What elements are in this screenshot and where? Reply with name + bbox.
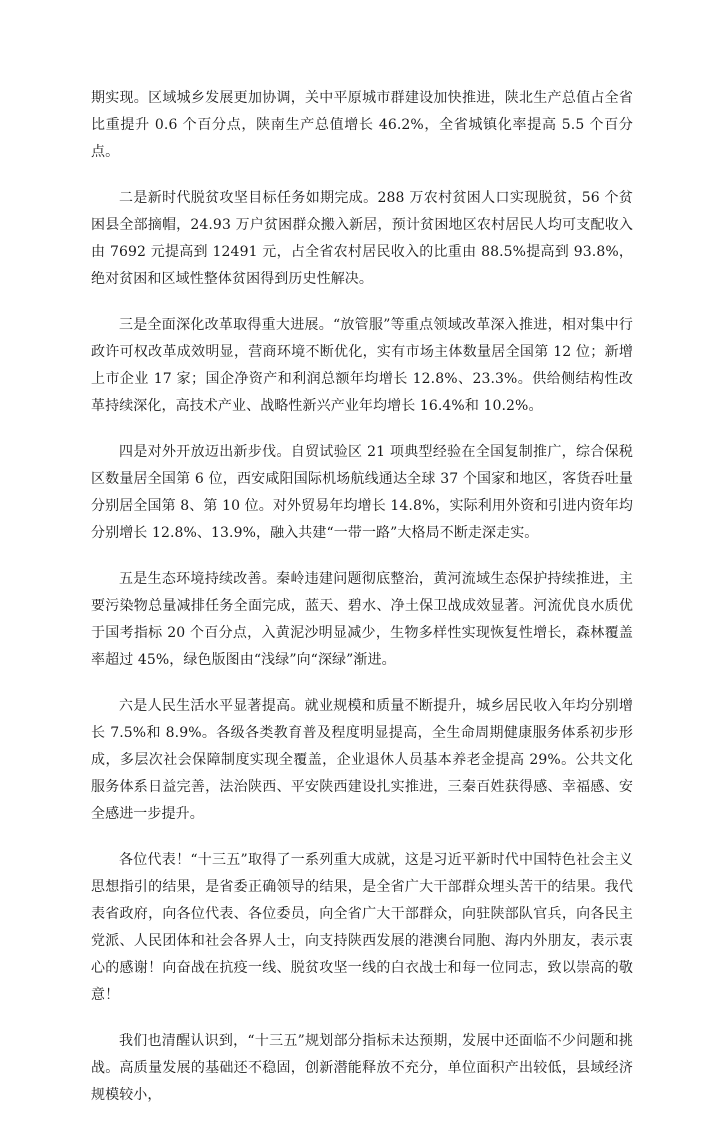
paragraph-continuation: 期实现。区域城乡发展更加协调，关中平原城市群建设加快推进，陕北生产总值占全省比重提升 0.6 个百分点，陕南生产总值增长 46.2%，全省城镇化率提高 5.5 个百分点。 [91, 90, 633, 160]
paragraph-opening-up: 四是对外开放迈出新步伐。自贸试验区 21 项典型经验在全国复制推广，综合保税区数量居全国第 6 位，西安咸阳国际机场航线通达全球 37 个国家和地区，客货吞吐量分别居全国第 8、第 10 位。对外贸易年均增长 14.8%，实际利用外资和引进内资年均分别增长 12.8%、13.9%，融入共建“一带一路”大格局不断走深走实。 [91, 444, 633, 541]
paragraph-reform: 三是全面深化改革取得重大进展。“放管服”等重点领域改革深入推进，相对集中行政许可权改革成效明显，营商环境不断优化，实有市场主体数量居全国第 12 位；新增上市企业 17 家；国企净资产和利润总额年均增长 12.8%、23.3%。供给侧结构性改革持续深化，高技术产业、战略性新兴产业年均增长 16.4%和 10.2%。 [91, 317, 633, 414]
paragraph-living-standards: 六是人民生活水平显著提高。就业规模和质量不断提升，城乡居民收入年均分别增长 7.5%和 8.9%。各级各类教育普及程度明显提高，全生命周期健康服务体系初步形成，多层次社会保障制度实现全覆盖，企业退休人员基本养老金提高 29%。公共文化服务体系日益完善，法治陕西、平安陕西建设扎实推进，三秦百姓获得感、幸福感、安全感进一步提升。 [91, 698, 633, 822]
paragraph-poverty-alleviation: 二是新时代脱贫攻坚目标任务如期完成。288 万农村贫困人口实现脱贫，56 个贫困县全部摘帽，24.93 万户贫困群众搬入新居，预计贫困地区农村居民人均可支配收入由 7692 元提高到 12491 元，占全省农村居民收入的比重由 88.5%提高到 93.8%，绝对贫困和区域性整体贫困得到历史性解决。 [91, 190, 633, 287]
paragraph-ecology: 五是生态环境持续改善。秦岭违建问题彻底整治，黄河流域生态保护持续推进，主要污染物总量减排任务全面完成，蓝天、碧水、净土保卫战成效显著。河流优良水质优于国考指标 20 个百分点，入黄泥沙明显减少，生物多样性实现恢复性增长，森林覆盖率超过 45%，绿色版图由“浅绿”向“深绿”渐进。 [91, 571, 633, 668]
paragraph-challenges: 我们也清醒认识到，“十三五”规划部分指标未达预期，发展中还面临不少问题和挑战。高质量发展的基础还不稳固，创新潜能释放不充分，单位面积产出较低，县域经济规模较小， [91, 1033, 633, 1103]
paragraph-gratitude: 各位代表！“十三五”取得了一系列重大成就，这是习近平新时代中国特色社会主义思想指引的结果，是省委正确领导的结果，是全省广大干部群众埋头苦干的结果。我代表省政府，向各位代表、各位委员，向全省广大干部群众，向驻陕部队官兵，向各民主党派、人民团体和社会各界人士，向支持陕西发展的港澳台同胞、海内外朋友，表示衷心的感谢！向奋战在抗疫一线、脱贫攻坚一线的白衣战士和每一位同志，致以崇高的敬意！ [91, 852, 633, 1003]
document-body [91, 85, 633, 1128]
